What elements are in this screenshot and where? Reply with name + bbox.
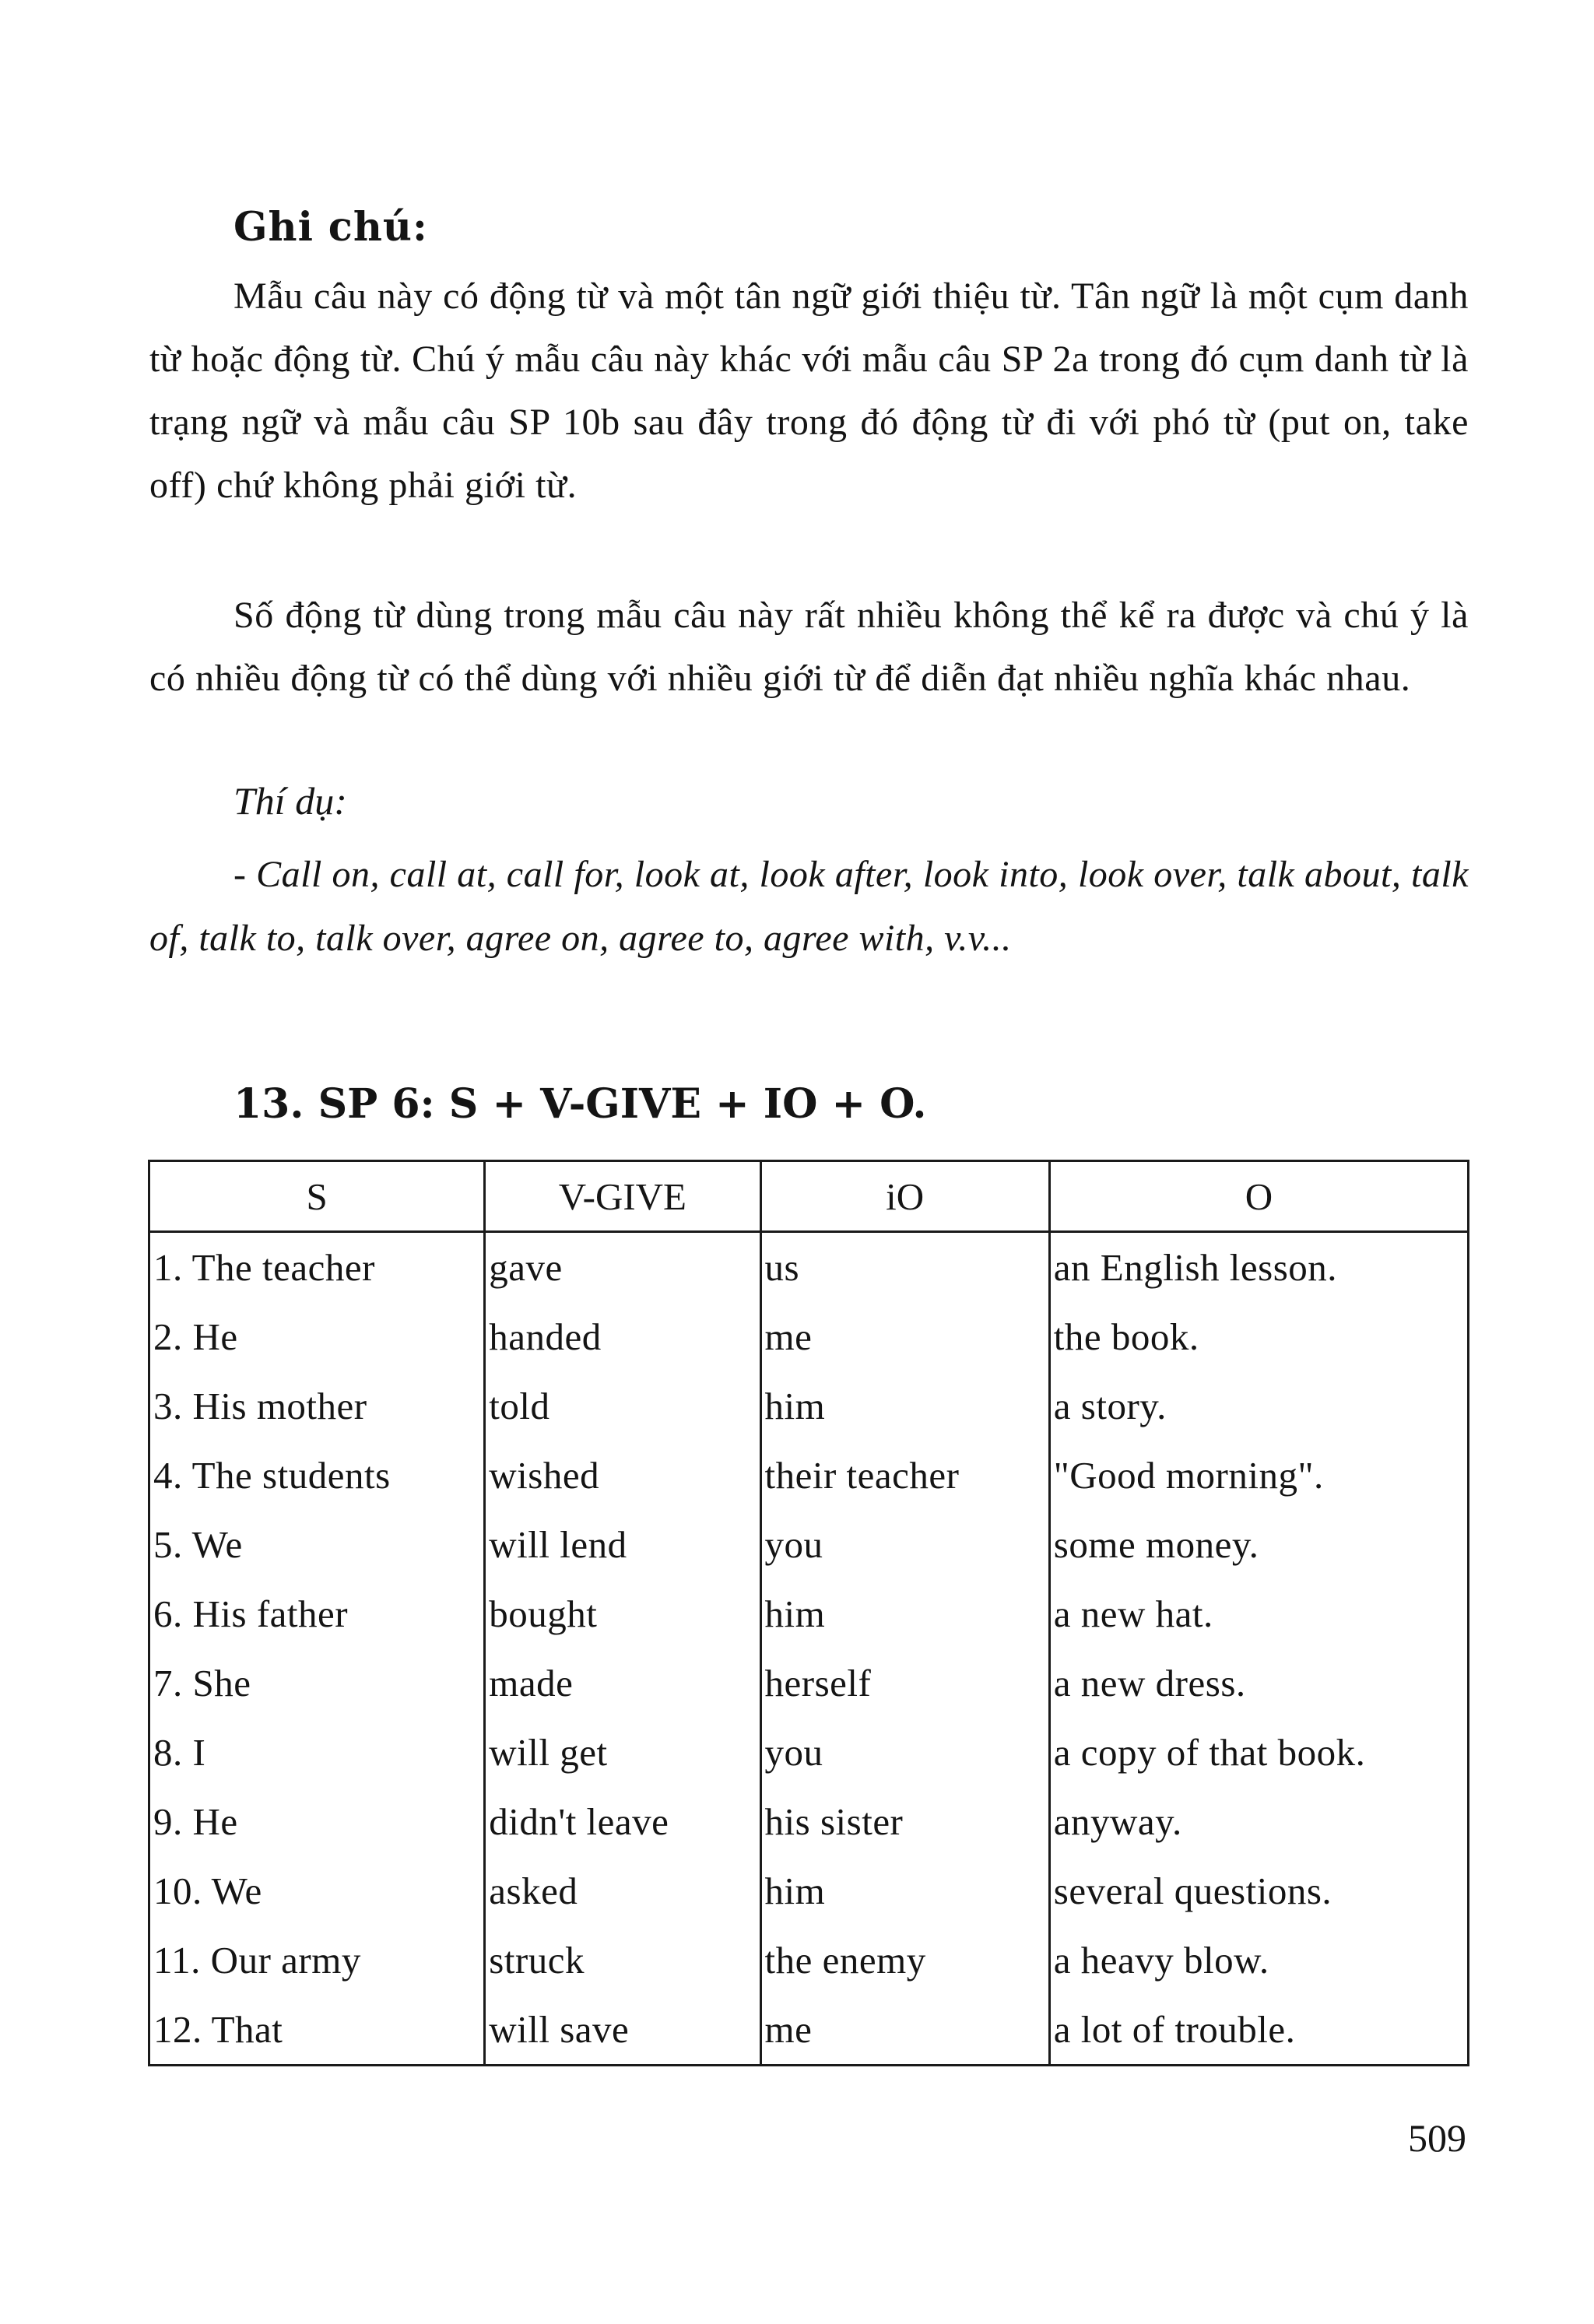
table-row [149,1995,1469,2066]
cell-verb: asked [485,1856,760,1926]
table-row [149,1232,1469,1303]
table-row [149,1441,1469,1510]
table-row [149,1648,1469,1718]
cell-object: a new hat. [1049,1579,1468,1648]
cell-subject: 2. He [149,1302,485,1371]
cell-indirect-object: the enemy [760,1926,1049,1995]
cell-subject: 9. He [149,1787,485,1856]
cell-object: several questions. [1049,1856,1468,1926]
cell-subject: 3. His mother [149,1371,485,1441]
cell-subject: 7. She [149,1648,485,1718]
cell-object: the book. [1049,1302,1468,1371]
example-text [149,843,1469,971]
note-paragraph-2-text: Số động từ dùng trong mẫu câu này rất nhiều không thể kể ra được và chú ý là có nhiều động từ có thể dùng với nhiều giới từ để diễn đạt nhiều nghĩa khác nhau. [149,595,1469,699]
cell-verb: didn't leave [485,1787,760,1856]
table-row [149,1579,1469,1648]
cell-subject: 12. That [149,1995,485,2066]
cell-verb: bought [485,1579,760,1648]
cell-verb: handed [485,1302,760,1371]
cell-verb: will save [485,1995,760,2066]
cell-indirect-object: me [760,1302,1049,1371]
example-label: Thí dụ: [233,779,347,823]
cell-indirect-object: you [760,1510,1049,1579]
table-row [149,1856,1469,1926]
cell-subject: 10. We [149,1856,485,1926]
note-paragraph-1 [149,265,1469,517]
cell-object: an English lesson. [1049,1232,1468,1303]
cell-verb: will get [485,1718,760,1787]
cell-verb: made [485,1648,760,1718]
cell-indirect-object: him [760,1371,1049,1441]
cell-indirect-object: you [760,1718,1049,1787]
table-row [149,1302,1469,1371]
cell-indirect-object: me [760,1995,1049,2066]
cell-subject: 4. The students [149,1441,485,1510]
header-object: O [1049,1161,1468,1232]
page-number: 509 [1408,2116,1466,2160]
cell-object: a new dress. [1049,1648,1468,1718]
cell-indirect-object: herself [760,1648,1049,1718]
header-verb: V-GIVE [485,1161,760,1232]
note-paragraph-1-text: Mẫu câu này có động từ và một tân ngữ giới thiệu từ. Tân ngữ là một cụm danh từ hoặc động từ. Chú ý mẫu câu này khác với mẫu câu SP 2a trong đó cụm danh từ là trạng ngữ và mẫu câu SP 10b sau đây trong đó động từ đi với phó từ (put on, take off) chứ không phải giới từ. [149,276,1469,506]
cell-subject: 11. Our army [149,1926,485,1995]
cell-indirect-object: his sister [760,1787,1049,1856]
note-heading: Ghi chú: [233,204,428,251]
note-paragraph-2 [149,584,1469,710]
sentence-pattern-table [148,1160,1469,2066]
cell-indirect-object: us [760,1232,1049,1303]
header-subject: S [149,1161,485,1232]
cell-object: a story. [1049,1371,1468,1441]
cell-object: anyway. [1049,1787,1468,1856]
cell-object: a heavy blow. [1049,1926,1468,1995]
cell-object: "Good morning". [1049,1441,1468,1510]
cell-verb: struck [485,1926,760,1995]
cell-subject: 8. I [149,1718,485,1787]
header-indirect-object: iO [760,1161,1049,1232]
cell-subject: 6. His father [149,1579,485,1648]
cell-object: a lot of trouble. [1049,1995,1468,2066]
table-row [149,1787,1469,1856]
cell-indirect-object: him [760,1579,1049,1648]
cell-verb: wished [485,1441,760,1510]
table-row [149,1371,1469,1441]
example-text-content: - Call on, call at, call for, look at, look after, look into, look over, talk about, talk of, talk to, talk over, agree on, agree to, agree with, v.v... [149,854,1469,959]
cell-indirect-object: their teacher [760,1441,1049,1510]
cell-verb: told [485,1371,760,1441]
cell-object: some money. [1049,1510,1468,1579]
cell-verb: gave [485,1232,760,1303]
cell-verb: will lend [485,1510,760,1579]
cell-object: a copy of that book. [1049,1718,1468,1787]
cell-indirect-object: him [760,1856,1049,1926]
section-title: 13. SP 6: S + V-GIVE + IO + O. [233,1080,927,1128]
cell-subject: 5. We [149,1510,485,1579]
table-row [149,1926,1469,1995]
table-header-row [149,1161,1469,1232]
table-row [149,1510,1469,1579]
table-row [149,1718,1469,1787]
cell-subject: 1. The teacher [149,1232,485,1303]
